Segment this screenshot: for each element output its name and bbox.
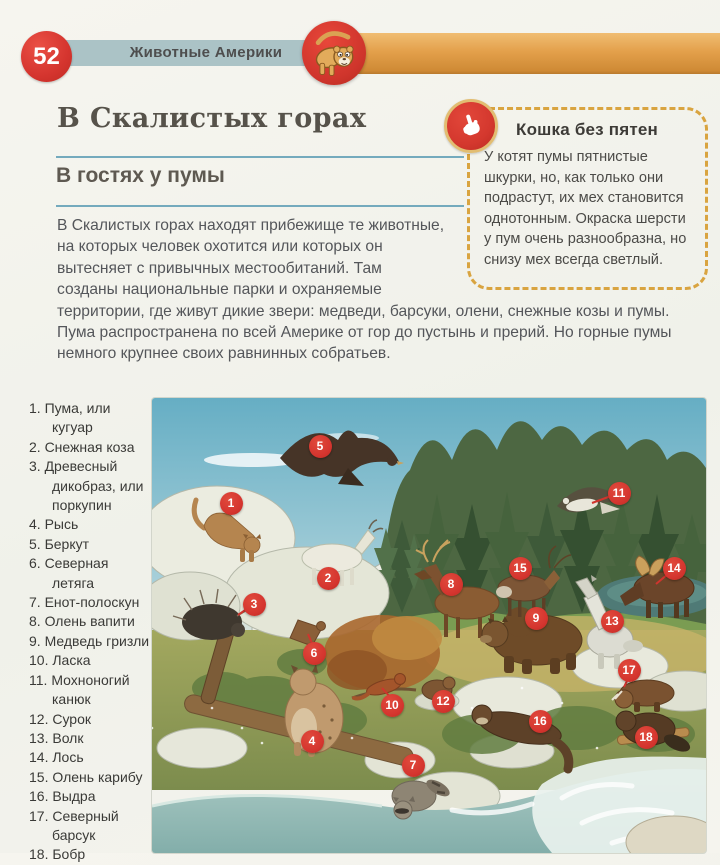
illustration-marker: 18 [635,726,658,749]
legend-item: 12. Сурок [29,710,92,727]
legend-item: 8. Олень вапити [29,613,135,630]
legend-item: 16. Выдра [29,788,96,805]
illustration-marker: 8 [440,573,463,596]
page-number: 52 [33,42,60,70]
illustration-marker: 14 [663,557,686,580]
pointing-hand-icon [444,99,498,153]
fact-box [467,107,708,290]
legend-item: 15. Олень карибу [29,768,143,785]
legend-item: 18. Бобр [29,846,86,863]
illustration-marker: 7 [402,754,425,777]
habitat-illustration [152,398,706,853]
illustration-marker: 11 [608,482,631,505]
illustration-marker: 3 [243,593,266,616]
illustration-marker: 1 [220,492,243,515]
legend-item: 1. Пума, или кугуар [29,400,111,436]
illustration-marker: 13 [601,610,624,633]
fact-box-title: Кошка без пятен [516,120,658,139]
legend-item: 17. Северный барсук [29,807,119,843]
cougar-mascot-icon [302,21,366,85]
fact-box-text: У котят пумы пятнистые шкурки, но, как только они подрастут, их мех становится однотонным. Окраска шерсти у пум очень разнообразна, но снизу мех всегда светлый. [484,149,687,268]
legend-item: 6. Северная летяга [29,555,109,591]
divider-rule [56,205,464,207]
cougar-mascot-drawing [305,24,363,82]
illustration-marker: 15 [509,557,532,580]
section-title: Животные Америки [129,44,283,61]
illustration-marker: 16 [529,710,552,733]
legend-item: 4. Рысь [29,516,79,533]
header-orange-bar [316,33,720,74]
pointing-hand-glyph [456,111,486,141]
illustration-marker: 9 [525,607,548,630]
illustration-marker: 12 [432,690,455,713]
legend-item: 5. Беркут [29,535,90,552]
legend-item: 11. Мохноногий канюк [29,671,130,708]
page-number-badge [21,31,72,82]
divider-rule [56,156,464,158]
legend-item: 7. Енот-полоскун [29,594,140,611]
illustration-marker: 10 [381,694,404,717]
illustration-marker: 6 [303,642,326,665]
legend-item: 14. Лось [29,749,84,766]
legend-item: 2. Снежная коза [29,438,135,455]
animal-legend [29,399,153,865]
article-body-text: В Скалистых горах находят прибежище те животные, на которых человек охотится или которых он вытесняет с привычных местообитаний. Там созданы национальные парки и охраняемые территории, где живут дикие звери: медведи, барсуки, олени, снежные козы и пумы. Пума распространена по всей Америке от гор до пустынь и прерий. Но горные пумы немного крупнее своих равнинных собратьев. [57,217,672,363]
page-title: В Скалистых горах [57,103,367,134]
illustration-marker: 2 [317,567,340,590]
legend-item: 13. Волк [29,729,84,746]
legend-item: 3. Древесный дикобраз, или поркупин [29,458,144,514]
page-subtitle: В гостях у пумы [56,164,225,187]
legend-item: 10. Ласка [29,652,91,669]
marker-layer [152,398,706,853]
illustration-marker: 5 [309,435,332,458]
legend-item: 9. Медведь гризли [29,632,150,649]
illustration-marker: 17 [618,659,641,682]
illustration-marker: 4 [301,730,324,753]
